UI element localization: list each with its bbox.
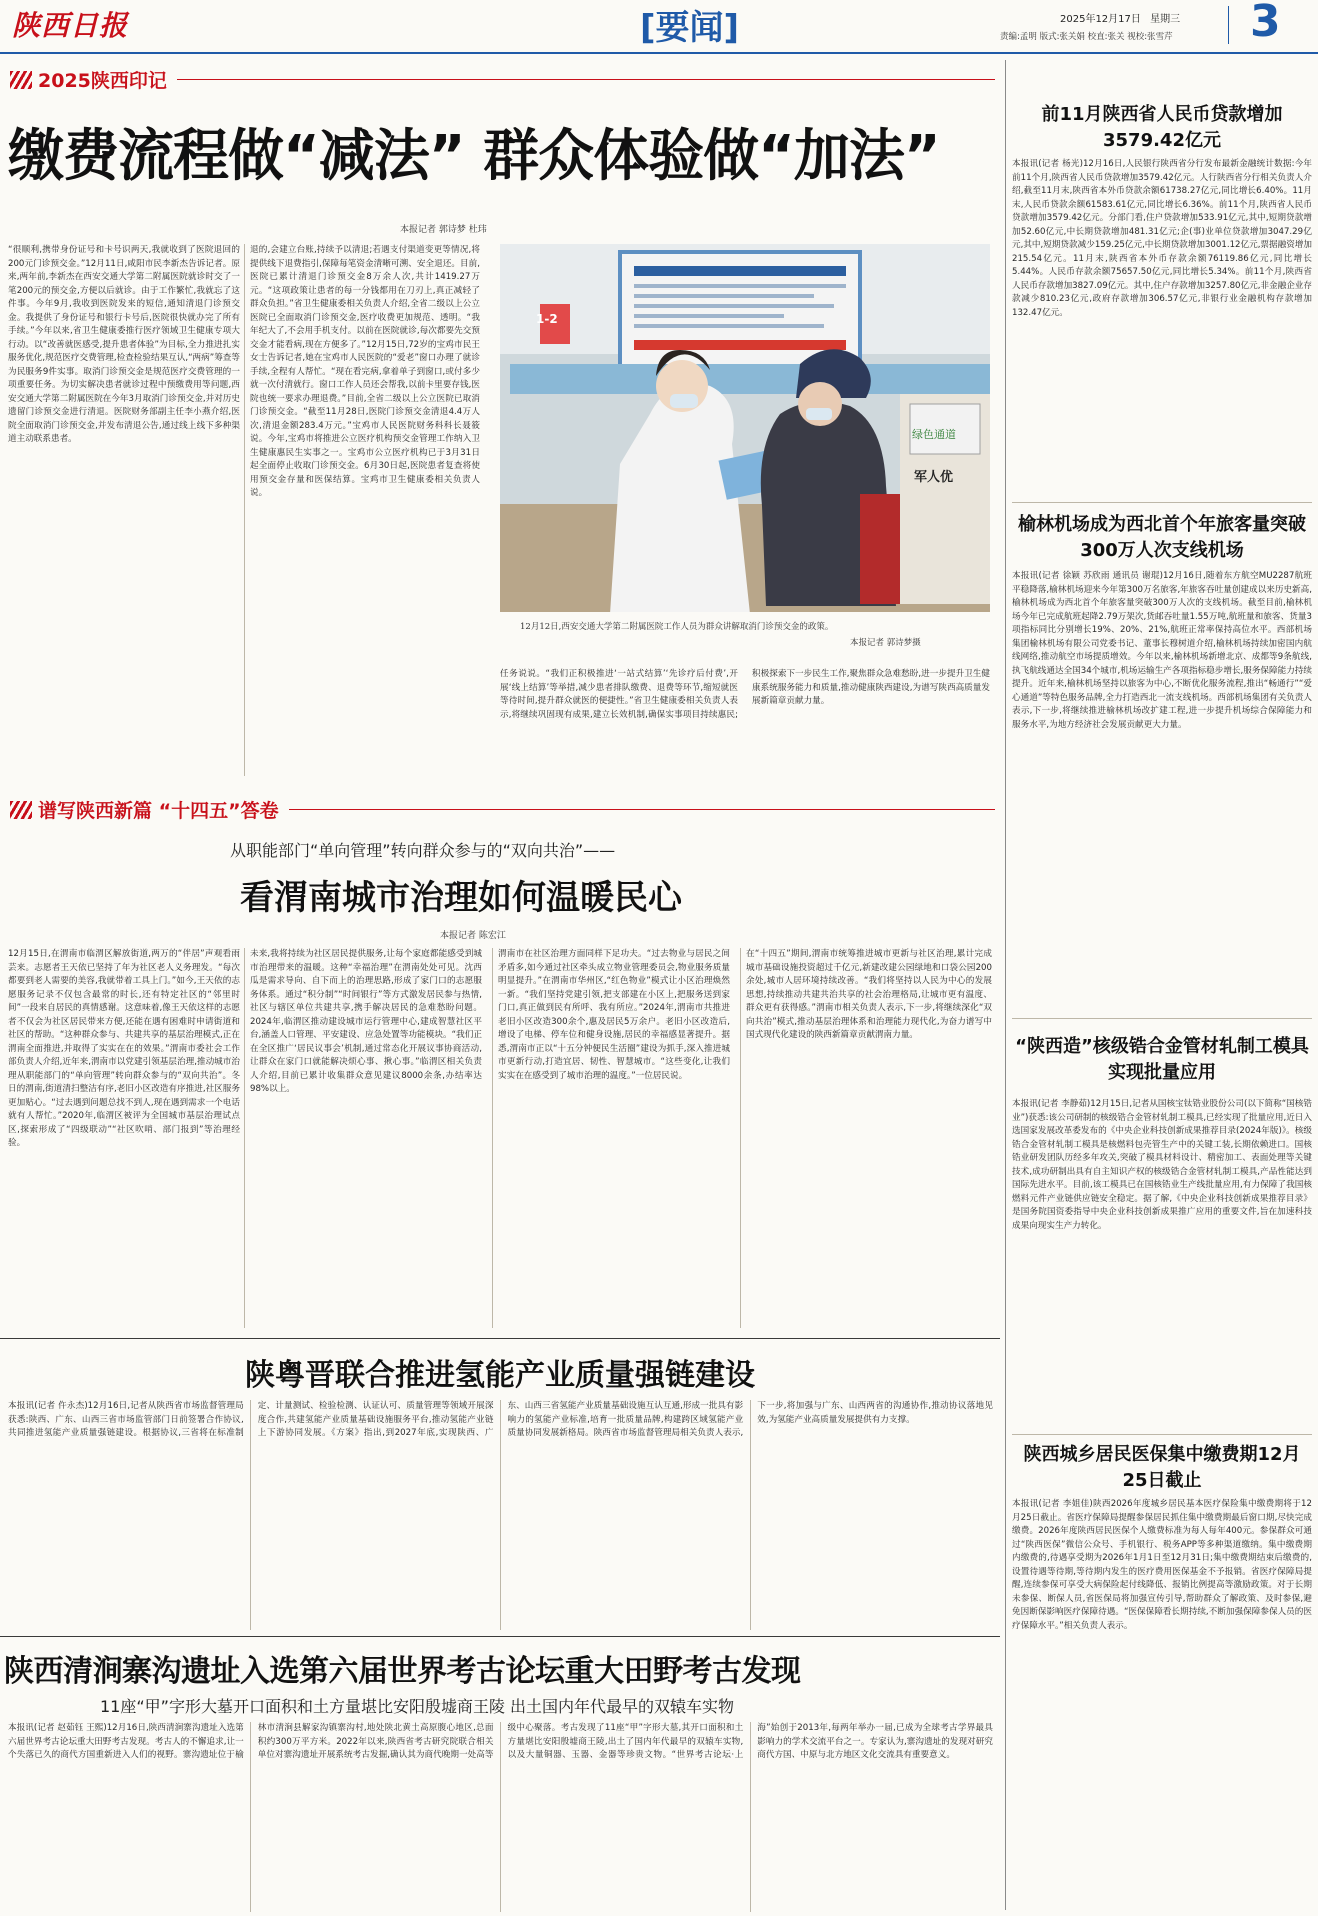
insurance-headline: 陕西城乡居民医保集中缴费期12月25日截止 (1023, 1444, 1301, 1491)
tag-stripes-icon (10, 801, 32, 819)
airport-headline: 榆林机场成为西北首个年旅客量突破300万人次支线机场 (1018, 514, 1306, 561)
second-column-3: 渭南市在社区治理方面同样下足功夫。“过去物业与居民之间矛盾多,如今通过社区牵头成立物业管理委员会,物业服务质量明显提升。”在渭南市华州区,“红色物业”模式让小区治理焕然一新。“我们坚持党建引领,把支部建在小区上,把服务送到家门口,真正做到民有所呼、我有所应。”2024年,渭南市共推进老旧小区改造300余个,惠及居民5万余户。老旧小区改造后,增设了电梯、停车位和健身设施,居民的幸福感显著提升。据悉,渭南市正以“十五分钟便民生活圈”建设为抓手,深入推进城市更新行动,打造宜居、韧性、智慧城市。“这些变化,让我们实实在在感受到了城市治理的温度。”一位居民说。 (498, 949, 730, 1081)
second-column-1: 12月15日,在渭南市临渭区解放街道,两万的“伴居”声观看雨芸来。志愿者王天依已坚持了年为社区老人义务理发。“每次都要到老人需要的美容,我就带着工具上门。”如今,王天依的志愿服务记录不仅包含最常的时长,还有特定社区的“邻里时间”一段来自居民的真情感谢。这意味着,像王天依这样的志愿者不仅会为社区居民带来方便,还能在遇有困难时申请街道和社区的帮助。“这种群众参与、共建共享的基层治理模式,正在渭南全面推进,并取得了实实在在的效果。”渭南市委社会工作部负责人介绍,近年来,渭南市以党建引领基层治理,推动城市治理从职能部门的“单向管理”转向群众参与的“双向共治”。冬日的渭南,街道清扫整洁有序,老旧小区改造有序推进,社区服务更加贴心。“过去遇到问题总找不到人,现在遇到需求一个电话就有人帮忙。”2020年,临渭区被评为全国城市基层治理试点区,探索形成了“四级联动”“社区吹哨、部门报到”等治理经验。 (8, 949, 240, 1148)
second-headline: 看渭南城市治理如何温暖民心 (240, 878, 682, 918)
airport-text: 本报讯(记者 徐颖 苏欣雨 通讯员 谢琨)12月16日,随着东方航空MU2287航班平稳降落,榆林机场迎来今年第300万名旅客,年旅客吞吐量创建成以来历史新高,榆林机场成为西北首个年旅客量突破300万人次的支线机场。截至目前,榆林机场今年已完成航班起降2.79万架次,货邮吞吐量1.55万吨,航班量和旅客、货量3项指标同比分别增长19%、20%、21%,航班正常率保持高位水平。西部机场集团榆林机场有限公司党委书记、董事长穆树道介绍,榆林机场持续加密国内航线网络,推动航空市场提质增效。今年以来,榆林机场新增北京、成都等9条航线,执飞航线通达全国34个城市,机场运输生产各项指标稳步增长,服务保障能力持续提升。近年来,榆林机场坚持以旅客为中心,不断优化服务流程,推出“畅通行”“爱心通道”等特色服务品牌,全力打造西北一流支线机场。西部机场集团有关负责人表示,下一步,将继续推进榆林机场改扩建工程,进一步提升机场综合保障能力和服务水平,为地方经济社会发展贡献更大力量。 (1012, 571, 1312, 730)
photo-sign-green-channel: 绿色通道 (912, 428, 956, 441)
lead-byline: 本报记者 郭诗梦 杜玮 (400, 225, 487, 235)
section-rule-hydrogen (0, 1338, 1000, 1339)
insurance-text: 本报讯(记者 李姐佳)陕西2026年度城乡居民基本医疗保险集中缴费期将于12月25日截止。省医疗保障局提醒参保居民抓住集中缴费期最后窗口期,尽快完成缴费。2026年度陕西居民医保个人缴费标准为每人每年400元。参保群众可通过“陕西医保”微信公众号、手机银行、税务APP等多种渠道缴纳。集中缴费期内缴费的,待遇享受期为2026年1月1日至12月31日;集中缴费期结束后缴费的,设置待遇等待期,等待期内发生的医疗费用医保基金不予报销。省医疗保障局提醒,连续参保可享受大病保险起付线降低、报销比例提高等激励政策。对于长期未参保、断保人员,省医保局将加强宣传引导,帮助群众了解政策、及时参保,避免因断保影响医疗保障待遇。“医保保障看长期持续,不断加强保障参保人员的医疗保障水平。”相关负责人表示。 (1012, 1499, 1312, 1631)
section-rule-archaeology (0, 1636, 1000, 1637)
date-text: 2025年12月17日 (1060, 14, 1141, 25)
second-divider-2 (492, 948, 493, 1328)
lead-section-tag (10, 66, 995, 93)
archaeology-headline: 陕西清涧寨沟遗址入选第六届世界考古论坛重大田野考古发现 (4, 1654, 801, 1689)
page-number: 3 (1250, 0, 1281, 47)
archaeology-text: 本报讯(记者 赵茹钰 王熙)12月16日,陕西清涧寨沟遗址入选第六届世界考古论坛重大田野考古发现。考古人的不懈追求,让一个失落已久的商代方国重新进入人们的视野。寨沟遗址位于榆林市清涧县解家沟镇寨沟村,地处陕北黄土高原腹心地区,总面积约300万平方米。2022年以来,陕西省考古研究院联合相关单位对寨沟遗址开展系统考古发掘,确认其为商代晚期一处高等级中心聚落。考古发现了11座“甲”字形大墓,其开口面积和土方量堪比安阳殷墟商王陵,出土了国内年代最早的双辕车实物,以及大量铜器、玉器、金器等珍贵文物。“世界考古论坛·上海”始创于2013年,每两年举办一届,已成为全球考古学界最具影响力的学术交流平台之一。专家认为,寨沟遗址的发现对研究商代方国、中原与北方地区文化交流具有重要意义。 (8, 1723, 993, 1760)
zirconium-text: 本报讯(记者 李静茹)12月15日,记者从国核宝钛锆业股份公司(以下简称“国核锆业”)获悉:该公司研制的核级锆合金管材轧制工模具,已经实现了批量应用,近日入选国家发展改革委发布的《中央企业科技创新成果推荐目录(2024年版)》。核级锆合金管材轧制工模具是核燃料包壳管生产中的关键工装,长期依赖进口。国核锆业研发团队历经多年攻关,突破了模具材料设计、精密加工、表面处理等关键技术,成功研制出具有自主知识产权的核级锆合金管材轧制工模具,产品性能达到国际先进水平。目前,该工模具已在国核锆业生产线批量应用,有力保障了我国核燃料元件产业链供应链安全稳定。据了解,《中央企业科技创新成果推荐目录》是国务院国资委指导中央企业科技创新成果推广应用的重要文件,旨在加速科技成果向现实生产力转化。 (1012, 1099, 1312, 1231)
lead-tag-text: 2025陕西印记 (38, 70, 167, 92)
masthead (0, 0, 1318, 52)
masthead-rule (0, 52, 1318, 54)
second-divider-1 (244, 948, 245, 1328)
second-divider-3 (740, 948, 741, 1328)
second-kicker: 从职能部门“单向管理”转向群众参与的“双向共治”—— (230, 841, 616, 860)
photo-sign-military: 军人优 (914, 470, 954, 485)
right-rule-2 (1012, 1018, 1312, 1019)
lead-divider-1 (244, 244, 245, 776)
second-column-4: 在“十四五”期间,渭南市统筹推进城市更新与社区治理,累计完成城市基础设施投资超过千亿元,新建改建公园绿地和口袋公园200余处,城市人居环境持续改善。“我们将坚持以人民为中心的发展思想,持续推动共建共治共享的社会治理格局,让城市更有温度、群众更有获得感。”渭南市相关负责人表示,下一步,将继续深化“双向共治”模式,推动基层治理体系和治理能力现代化,为奋力谱写中国式现代化建设的陕西新篇章贡献渭南力量。 (746, 949, 992, 1040)
lead-column-1: “很顺利,携带身份证号和卡号识两天,我就收到了医院退回的200元门诊预交金。”12月11日,咸阳市民李新杰告诉记者。原来,两年前,李新杰在西安交通大学第二附属医院就诊时交了一笔200元的预交金,方便以后就诊。由于工作繁忙,我就忘了这件事。今年9月,我收到医院发来的短信,通知清退门诊预交金。我提供了身份证号和银行卡号后,医院很快就办完了所有手续。”今年以来,省卫生健康委推行医疗领域卫生健康专项大行动。以“改善就医感受,提升患者体验”为目标,全力推进扎实服务优化,规范医疗交费管理,检查检验结果互认,“两病”筹查等为民服务9件实事。取消门诊预交金是规范医疗交费管理的一项重要任务。为切实解决患者就诊过程中预缴费用等问题,西安交通大学第二附属医院在今年3月取消门诊预交金,并对历史遗留门诊预交金进行清退。医院财务部副主任李小燕介绍,医院全面取消门诊预交金,并发布清退公告,通过线上线下多种渠道主动联系患者。 (8, 245, 240, 444)
tag-rule (289, 809, 995, 810)
lead-headline: 缴费流程做“减法” 群众体验做“加法” (8, 124, 940, 189)
editors-line: 责编:孟明 版式:张关娟 校直:张关 视校:张雪芹 (1000, 32, 1173, 42)
second-byline: 本报记者 陈宏江 (440, 931, 506, 941)
lead-photo (500, 244, 990, 612)
right-column-divider (1005, 60, 1006, 1910)
loans-headline: 前11月陕西省人民币贷款增加3579.42亿元 (1041, 104, 1283, 151)
newspaper-logo: 陕西日报 (12, 9, 129, 42)
second-column-2: 未来,我将持续为社区居民提供服务,让每个家庭都能感受到城市治理带来的温暖。这种“幸福治理”在渭南处处可见。沈西瓜是需求导向、自下而上的治理思路,形成了家门口的志愿服务体系。通过“积分制”“时间银行”等方式激发居民参与热情,社区与辖区单位共建共享,携手解决居民的急难愁盼问题。2024年,临渭区推动建设城市运行管理中心,建成智慧社区平台,涵盖人口管理、平安建设、应急处置等功能模块。“我们正在全区推广‘居民议事会’机制,通过常态化开展议事协商活动,让群众在家门口就能解决烦心事、揪心事。”临渭区相关负责人介绍,目前已累计收集群众意见建议8000余条,办结率达98%以上。 (250, 949, 482, 1094)
loans-text: 本报讯(记者 杨光)12月16日,人民银行陕西省分行发布最新金融统计数据:今年前11个月,陕西省人民币贷款增加3579.42亿元。人行陕西省分行相关负责人介绍,截至11月末,陕西省本外币贷款余额61738.27亿元,同比增长6.40%。11月末,人民币贷款余额61583.61亿元,同比增长6.36%。前11个月,陕西省人民币贷款增加3579.42亿元。分部门看,住户贷款增加533.91亿元,其中,短期贷款增加52.60亿元,中长期贷款增加481.31亿元;企(事)业单位贷款增加3047.29亿元,其中,短期贷款减少159.25亿元,中长期贷款增加3001.12亿元,票据融资增加215.54亿元。11月末,陕西省本外币存款余额76119.86亿元,同比增长5.44%。人民币存款余额75657.50亿元,同比增长5.34%。前11个月,陕西省人民币存款增加3827.09亿元。其中,住户存款增加3257.80亿元,非金融企业存款减少810.23亿元,政府存款增加306.57亿元,非银行业金融机构存款增加132.47亿元。 (1012, 159, 1312, 318)
page-number-divider (1228, 6, 1229, 44)
issue-date (1060, 10, 1180, 25)
hydrogen-text: 本报讯(记者 仵永杰)12月16日,记者从陕西省市场监督管理局获悉:陕西、广东、山西三省市场监管部门日前签署合作协议,共同推进氢能产业质量强链建设。根据协议,三省将在标准制定、计量测试、检验检测、认证认可、质量管理等领域开展深度合作,共建氢能产业质量基础设施服务平台,推动氢能产业链上下游协同发展。《方案》指出,到2027年底,实现陕西、广东、山西三省氢能产业质量基础设施互认互通,形成一批具有影响力的氢能产业标准,培育一批质量品牌,构建跨区域氢能产业质量协同发展新格局。陕西省市场监督管理局相关负责人表示,下一步,将加强与广东、山西两省的沟通协作,推动协议落地见效,为氢能产业高质量发展提供有力支撑。 (8, 1401, 993, 1438)
archaeology-subhead: 11座“甲”字形大墓开口面积和土方量堪比安阳殷墟商王陵 出土国内年代最早的双辕车实物 (100, 1697, 735, 1716)
section-title: [要闻] (640, 8, 740, 48)
tag-rule (177, 79, 995, 80)
right-rule-3 (1012, 1434, 1312, 1435)
lead-column-4: 任务说说。“我们正积极推进‘一站式结算’‘先诊疗后付费’,开展‘线上结算’等举措,减少患者排队缴费、退费等环节,缩短就医等待时间,提升群众就医的便捷性。”省卫生健康委相关负责人表示,将继续巩固现有成果,建立长效机制,确保实事项目持续惠民;积极探索下一步民生工作,聚焦群众急难愁盼,进一步提升卫生健康系统服务能力和质量,推动健康陕西建设,为谱写陕西高质量发展新篇章贡献力量。 (500, 669, 990, 720)
tag-stripes-icon (10, 71, 32, 89)
lead-photo-credit: 本报记者 郭诗梦摄 (850, 638, 921, 648)
second-section-tag (10, 796, 995, 823)
photo-sign-number: 1-2 (536, 312, 558, 326)
zirconium-headline: “陕西造”核级锆合金管材轧制工模具实现批量应用 (1015, 1036, 1309, 1083)
lead-photo-caption: 12月12日,西安交通大学第二附属医院工作人员为群众讲解取消门诊预交金的政策。 (520, 622, 834, 632)
hydrogen-headline: 陕粤晋联合推进氢能产业质量强链建设 (245, 1358, 755, 1393)
right-rule-1 (1012, 502, 1312, 503)
second-tag-text: 谱写陕西新篇 “十四五”答卷 (38, 800, 279, 822)
weekday-text: 星期三 (1150, 14, 1181, 25)
lead-column-2: 退的,会建立台账,持续予以清退;若遇支付渠道变更等情况,将提供线下退费指引,保障每笔资金清晰可溯、安全退还。目前,医院已累计清退门诊预交金8万余人次,共计1419.27万元。“这项政策让患者的每一分钱都用在刀刃上,真正减轻了群众负担。”省卫生健康委相关负责人介绍,全省二级以上公立医院已全面取消门诊预交金,医疗收费更加规范、透明。“我年纪大了,不会用手机支付。以前在医院就诊,每次都要先交预交金才能看病,现在方便多了。”12月15日,72岁的宝鸡市民王女士告诉记者,她在宝鸡市人民医院的“爱老”窗口办理了就诊手续,全程有人帮忙。“现在看完病,拿着单子到窗口,或付多少就一次付清就行。窗口工作人员还会帮我,以前卡里要存钱,医院也统一要求办理退费。”目前,全省二级以上公立医院已取消门诊预交金。“截至11月28日,医院门诊预交金清退4.4万人次,清退金额283.4万元。”宝鸡市人民医院财务科科长聂筱说。今年,宝鸡市将推进公立医疗机构预交金管理工作纳入卫生健康惠民生实事之一。宝鸡市公立医疗机构已于3月31日起全面停止收取门诊预交金。6月30日起,医院患者复查将使用预交金存量和医保结算。宝鸡市卫生健康委相关负责人说。 (250, 245, 480, 498)
